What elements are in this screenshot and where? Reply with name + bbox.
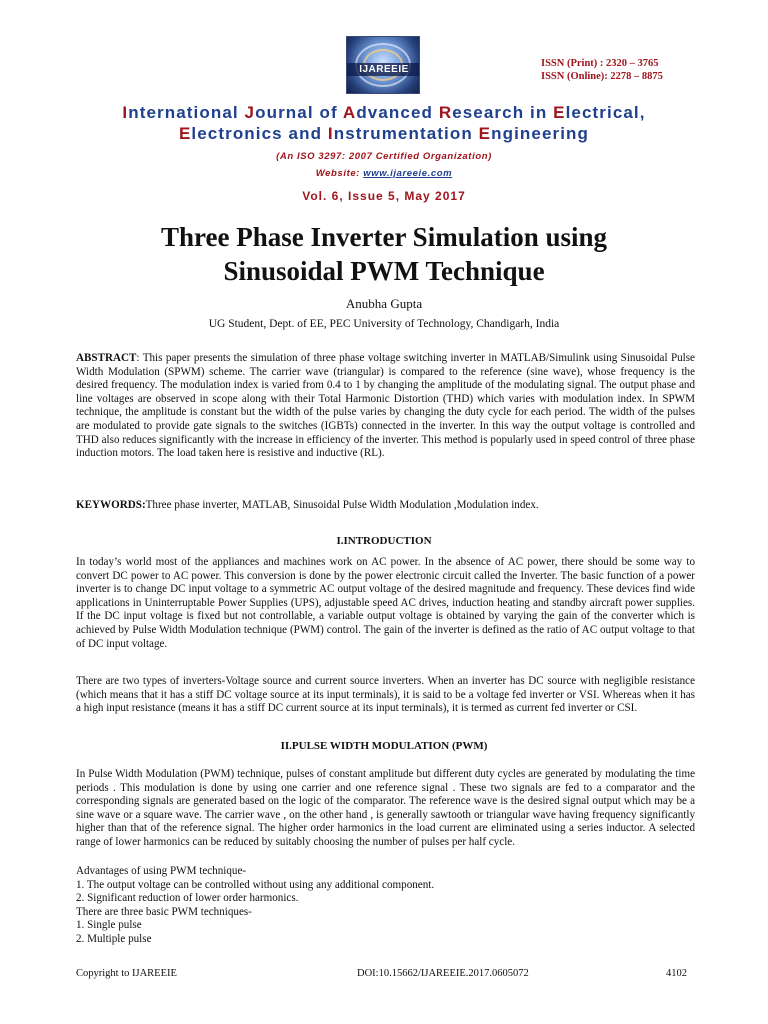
author-affiliation: UG Student, Dept. of EE, PEC University of Technology, Chandigarh, India [208, 318, 560, 330]
issn-block [541, 57, 663, 83]
list-item: There are three basic PWM techniques- [76, 905, 252, 918]
list-item: 1. Single pulse [76, 919, 142, 932]
section-heading-pwm: II.PULSE WIDTH MODULATION (PWM) [280, 740, 488, 752]
journal-title-line1: International Journal of Advanced Research in Electrical, [122, 103, 646, 122]
footer-page-number: 4102 [666, 968, 687, 979]
section-heading-introduction: I.INTRODUCTION [336, 535, 432, 547]
website-label: Website: [315, 168, 364, 179]
list-item: 2. Significant reduction of lower order harmonics. [76, 892, 299, 905]
keywords-text: Three phase inverter, MATLAB, Sinusoidal Pulse Width Modulation ,Modulation index. [145, 499, 539, 511]
list-item: Advantages of using PWM technique- [76, 865, 247, 877]
footer-copyright: Copyright to IJAREEIE [76, 968, 177, 979]
logo-text: IJAREEIE [359, 64, 409, 75]
website-line [0, 168, 768, 179]
keywords-label: KEYWORDS: [76, 499, 146, 511]
author-name: Anubha Gupta [345, 296, 423, 311]
list-item: 2. Multiple pulse [76, 932, 152, 945]
paper-title: Three Phase Inverter Simulation using Sinusoidal PWM Technique [160, 222, 608, 286]
abstract-text: : This paper presents the simulation of three phase voltage switching inverter in MATLAB/Simulink using Sinusoidal Pulse Width Modulation (SPWM) scheme. The carrier wave (triangular) is compared to the reference (sine wave), whose frequency is the desired frequency. The modulation index is varied from 0.4 to 1 by changing the amplitude of the modulating signal. The output phase and line voltages are observed in scope along with their Total Harmonic Distortion (THD) which varies with modulation index. In SPWM technique, the amplitude is constant but the width of the pulse varies by changing the duty cycle for each period. The width of the pulses are modulated to provide gate signals to the switches (IGBTs) connected in the inverter. In this way the output voltage is controlled and THD also reduces significantly with the increase in efficiency of the inverter. This method is popularly used in speed control of three phase induction motors. The load taken here is resistive and inductive (RL). [76, 352, 695, 460]
pwm-paragraph-1: In Pulse Width Modulation (PWM) technique, pulses of constant amplitude but different duty cycles are generated by modulating the time periods . This modulation is done by using one carrier and one reference signal . These two signals are fed to a comparator and the corresponding signals are generated based on the logic of the comparator. The reference wave is the desired signal output which may be a sine wave or a square wave. The carrier wave , on the other hand , is generally sawtooth or triangular wave having frequency significantly higher than that of the reference signal. The higher order harmonics in the load current are eliminated using a series inductor. A selected range of lower harmonics can be reduced by suitably choosing the number of pulses per half cycle. [76, 768, 695, 848]
issn-print: ISSN (Print) : 2320 – 3765 [541, 58, 659, 69]
volume-issue: Vol. 6, Issue 5, May 2017 [302, 189, 466, 203]
journal-title-line2: Electronics and Instrumentation Engineering [178, 124, 590, 143]
abstract-label: ABSTRACT [76, 352, 137, 364]
keywords [76, 499, 695, 513]
abstract [76, 352, 695, 461]
issn-online: ISSN (Online): 2278 – 8875 [541, 71, 663, 82]
pwm-list [76, 865, 695, 947]
footer-doi: DOI:10.15662/IJAREEIE.2017.0605072 [357, 968, 529, 979]
intro-paragraph-1: In today’s world most of the appliances and machines work on AC power. In the absence of AC power, there should be some way to convert DC power to AC power. This conversion is done by the power electronic circuit called the Inverter. The basic function of a power inverter is to change DC input voltage to a symmetric AC output voltage of the desired magnitude and frequency. These devices find wide applications in Uninterruptable Power Supplies (UPS), adjustable speed AC drives, induction heating and standby aircraft power supplies. If the DC input voltage is fixed but not controllable, a variable output voltage is obtained by varying the gain of the converter which is achieved by Pulse Width Modulation technique (PWM) control. The gain of the inverter is defined as the ratio of AC output voltage to that of DC input voltage. [76, 556, 695, 650]
organization-note: (An ISO 3297: 2007 Certified Organization) [276, 151, 492, 162]
website-link[interactable]: www.ijareeie.com [363, 168, 453, 179]
list-item: 1. The output voltage can be controlled without using any additional component. [76, 878, 435, 891]
journal-logo [346, 36, 420, 94]
intro-paragraph-2: There are two types of inverters-Voltage source and current source inverters. When an inverter has DC source with negligible resistance (which means that it has a stiff DC voltage source at its input terminals), it is said to be a voltage fed inverter or VSI. Whereas when it has a high input resistance (means it has a stiff DC current source at its input terminals), it is termed as current fed inverter or CSI. [76, 675, 695, 715]
